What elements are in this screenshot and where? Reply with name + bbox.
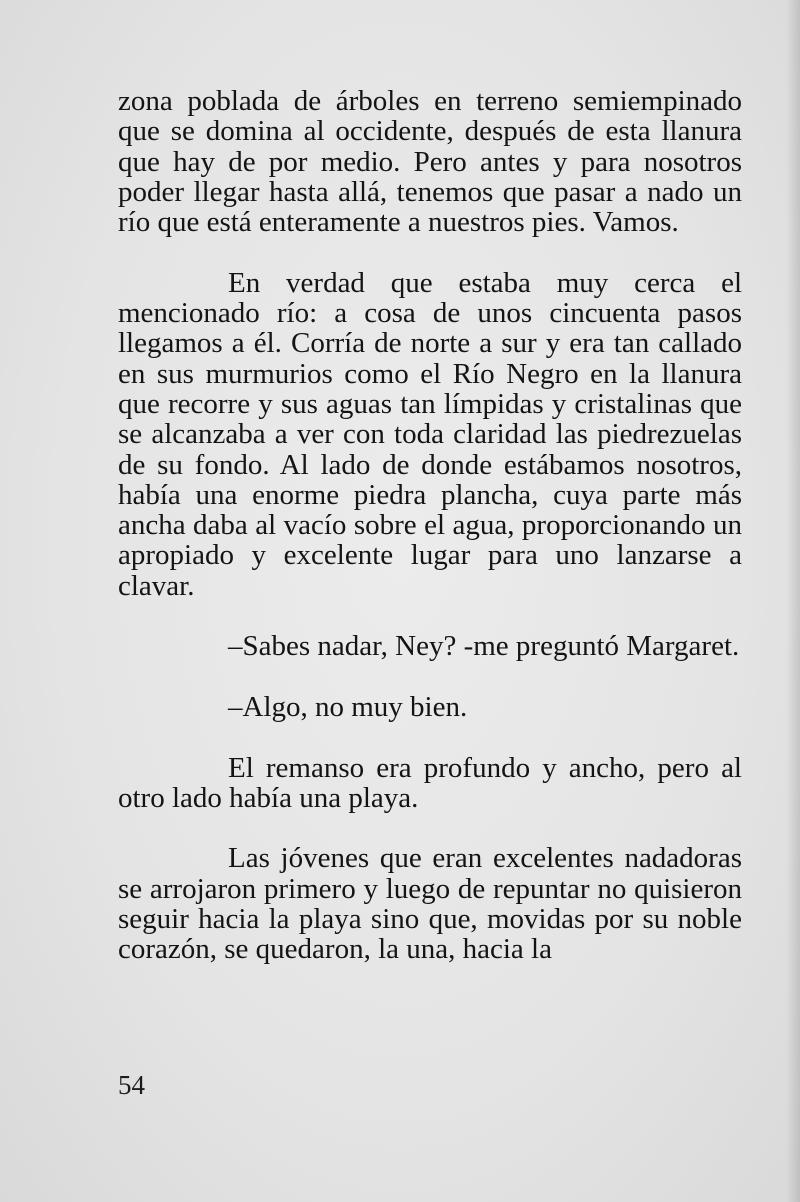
page-number: 54 — [118, 1070, 145, 1100]
paragraph-remanso: El remanso era profundo y ancho, pero al otro lado había una playa. — [118, 751, 742, 814]
page-edge-shadow — [786, 0, 800, 1202]
paragraph-dialogue-answer: –Algo, no muy bien. — [228, 690, 468, 723]
paragraph-swimmers: Las jóvenes que eran excelentes nadadoras se arrojaron primero y luego de repuntar no quisieron seguir hacia la playa sino que, movidas por su noble corazón, se quedaron, la una, hacia la — [118, 842, 742, 966]
paragraph-dialogue-question: –Sabes nadar, Ney? -me preguntó Margaret. — [228, 630, 740, 663]
paragraph-river-description: En verdad que estaba muy cerca el mencionado río: a cosa de unos cincuenta pasos llegamos a él. Corría de norte a sur y era tan callado en sus murmurios como el Río Negro en la llanura que recorre y sus aguas tan límpidas y cristalinas que se alcanzaba a ver con toda claridad las piedrezuelas de su fondo. Al lado de donde estábamos nosotros, había una enorme piedra plancha, cuya parte más ancha daba al vacío sobre el agua, proporcionando un apropiado y excelente lugar para uno lanzarse a clavar. — [118, 266, 742, 602]
body-text — [118, 86, 742, 965]
paragraph-continuation: zona poblada de árboles en terreno semiempinado que se domina al occidente, después de esta llanura que hay de por medio. Pero antes y para nosotros poder llegar hasta allá, tenemos que pasar a nado un río que está enteramente a nuestros pies. Vamos. — [118, 85, 742, 239]
